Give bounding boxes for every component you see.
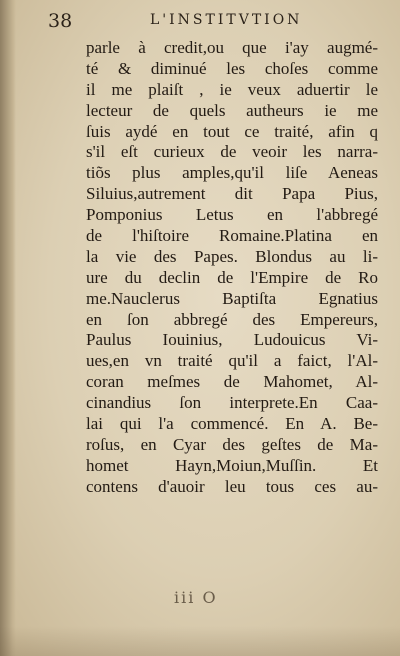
- page-shadow: [0, 626, 400, 656]
- text-line: parle à credit,ou que i'ay augmé-: [86, 38, 378, 57]
- text-line: lai qui l'a commencé. En A. Be-: [86, 414, 378, 434]
- text-line: tiõs plus amples,qu'il liſe Aeneas: [86, 163, 378, 183]
- text-line: Siluius,autrement dit Papa Pius,: [86, 184, 378, 204]
- text-line: s'il eſt curieux de veoir les narra-: [86, 142, 378, 162]
- text-line: lecteur de quels autheurs ie me: [86, 100, 378, 120]
- signature-mark: iii O: [174, 588, 218, 607]
- body-text: [86, 38, 378, 498]
- text-line: ſuis aydé en tout ce traité, afin q: [86, 121, 378, 141]
- text-line: contens d'auoir leu tous ces au-: [86, 476, 378, 496]
- text-line: Pomponius Letus en l'abbregé: [86, 205, 378, 225]
- text-line: la vie des Papes. Blondus au li-: [86, 246, 378, 266]
- binding-edge: [0, 0, 16, 656]
- page-number: 38: [48, 10, 73, 32]
- text-line: ure du declin de l'Empire de Ro: [86, 267, 378, 287]
- text-line: ues,en vn traité qu'il a faict, l'Al-: [86, 351, 378, 371]
- text-line: me.Nauclerus Baptiſta Egnatius: [86, 288, 378, 308]
- text-line: té & diminué les choſes comme: [86, 58, 378, 78]
- running-title: L'INSTITVTION: [150, 12, 303, 28]
- text-line: coran meſmes de Mahomet, Al-: [86, 372, 378, 392]
- text-line: de l'hiſtoire Romaine.Platina en: [86, 226, 378, 246]
- text-line: roſus, en Cyar des geſtes de Ma-: [86, 434, 378, 454]
- text-line: il me plaiſt , ie veux aduertir le: [86, 79, 378, 99]
- text-line: en ſon abbregé des Empereurs,: [86, 309, 378, 329]
- text-line: Paulus Iouinius, Ludouicus Vi-: [86, 330, 378, 350]
- text-line: homet Hayn,Moiun,Muſſin. Et: [86, 455, 378, 475]
- text-line: cinandius ſon interprete.En Caa-: [86, 393, 378, 413]
